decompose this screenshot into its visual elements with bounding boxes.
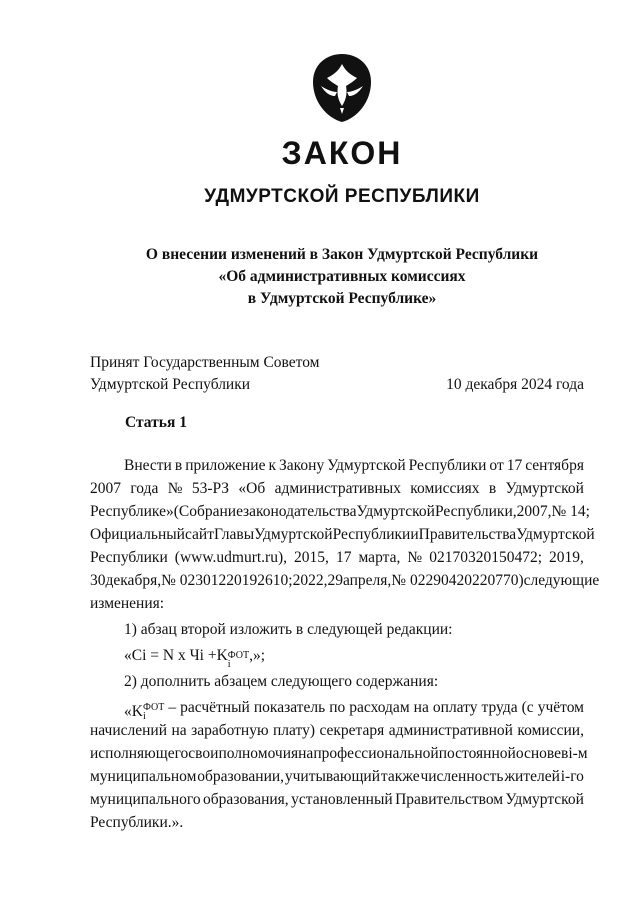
text-line: [90, 546, 584, 569]
text-line: [90, 592, 584, 615]
word: (www.udmurt.ru),: [174, 549, 288, 566]
definition-term: «$K^{ФОТ}$ i: [124, 702, 165, 722]
text-line: [90, 788, 584, 811]
word: сентября: [525, 457, 584, 474]
item-2: 2) дополнить абзацем следующего содержания:: [124, 673, 439, 690]
word: секретаря: [319, 722, 385, 739]
text-line: [90, 742, 588, 765]
word: законодательства: [242, 503, 357, 520]
word: также: [380, 768, 420, 785]
word: от: [489, 457, 504, 474]
word: апреля,: [342, 572, 392, 589]
word: Правительством: [395, 791, 504, 808]
text-line: [90, 477, 584, 500]
word: постоянной: [438, 745, 516, 762]
word: образования,: [203, 791, 289, 808]
word: марта,: [358, 549, 401, 566]
word: Удмуртской: [356, 503, 435, 520]
word: в: [488, 480, 497, 497]
word: –: [168, 699, 177, 716]
adopted-by-republic: Удмуртской Республики: [90, 376, 251, 393]
paragraph-2-first-line: [90, 696, 584, 722]
word: показатель: [253, 699, 326, 716]
article-title: Статья 1: [125, 414, 187, 431]
formula-sup: ФОТ: [227, 650, 250, 661]
law-name-line: «Об административных комиссиях: [218, 268, 466, 285]
word: Правительства: [418, 526, 517, 543]
word: изменения:: [90, 595, 165, 612]
text-line: [90, 569, 600, 592]
law-name-line: О внесении изменений в Закон Удмуртской Республики: [145, 246, 539, 263]
word: профессиональной: [313, 745, 439, 762]
word: в: [560, 745, 569, 762]
word: Внести: [124, 457, 172, 474]
word: заработную: [191, 722, 269, 739]
adoption-block: [90, 352, 584, 396]
word: учитывающий: [284, 768, 381, 785]
word: на: [413, 699, 429, 716]
word: № 02301220192610;: [161, 572, 293, 589]
word: учётом: [537, 699, 584, 716]
word: Республики,: [434, 503, 517, 520]
word: установленный: [291, 791, 393, 808]
word: Республики: [90, 549, 168, 566]
word: 2007: [90, 480, 121, 497]
text-line: [90, 454, 584, 477]
adoption-date: 10 декабря 2024 года: [446, 376, 584, 393]
word: Закону: [279, 457, 325, 474]
word: на: [298, 745, 314, 762]
word: начислений: [90, 722, 168, 739]
word: № 14;: [551, 503, 590, 520]
word: жителей: [504, 768, 560, 785]
text-line: [90, 765, 584, 788]
text-line: [90, 811, 584, 834]
word: труда: [481, 699, 518, 716]
word: расчётный: [180, 699, 250, 716]
word: 29: [327, 572, 343, 589]
text-line: [90, 500, 590, 523]
word: 2015,: [294, 549, 329, 566]
word: Удмуртской: [505, 791, 584, 808]
word: муниципальном: [90, 768, 197, 785]
document-subtitle: УДМУРТСКОЙ РЕСПУБЛИКИ: [204, 186, 480, 207]
word: в: [174, 457, 183, 474]
word: № 02290420220770): [391, 572, 524, 589]
word: 17: [335, 549, 352, 566]
udmurtia-coat-of-arms-icon: [307, 52, 377, 124]
law-name: [22, 244, 640, 310]
word: муниципального: [90, 791, 201, 808]
item-1: 1) абзац второй изложить в следующей редакции:: [124, 621, 453, 638]
word: 30: [90, 572, 106, 589]
word: численность: [420, 768, 504, 785]
word: №: [407, 549, 423, 566]
article-body: [90, 454, 600, 834]
word: расходам: [349, 699, 410, 716]
word: приложение: [185, 457, 266, 474]
word: комиссии,: [517, 722, 584, 739]
word: 2022,: [292, 572, 328, 589]
word: Республики: [332, 526, 411, 543]
adopted-by: Принят Государственным Советом: [90, 354, 320, 371]
word: декабря,: [105, 572, 162, 589]
word: оплату: [432, 699, 478, 716]
word: административной: [388, 722, 513, 739]
word: сайт: [184, 526, 214, 543]
formula-close: ,»;: [249, 647, 266, 664]
word: 17: [506, 457, 523, 474]
word: (Собрание: [173, 503, 243, 520]
word: Удмуртской: [254, 526, 333, 543]
word: 2019,: [549, 549, 584, 566]
word: основе: [515, 745, 561, 762]
word: Официальный: [90, 526, 185, 543]
word: i-м: [568, 745, 588, 762]
word: Удмуртской: [516, 526, 595, 543]
word: i-го: [560, 768, 584, 785]
word: Удмуртской: [505, 480, 584, 497]
word: следующие: [523, 572, 600, 589]
paragraph-1: [90, 454, 600, 615]
word: и: [410, 526, 419, 543]
formula: [90, 644, 584, 670]
word: (с: [521, 699, 534, 716]
word: образовании,: [197, 768, 285, 785]
word: исполняющего: [90, 745, 189, 762]
word: полномочия: [218, 745, 299, 762]
word: 53-РЗ: [191, 480, 230, 497]
word: 02170320150472;: [429, 549, 543, 566]
formula-open: «Ci = N x Чi +K: [124, 647, 228, 664]
paragraph-2: [90, 719, 588, 834]
law-name-line: в Удмуртской Республике»: [247, 290, 437, 307]
word: комиссиях: [410, 480, 480, 497]
word: плату): [273, 722, 315, 739]
word: Главы: [213, 526, 255, 543]
word: административных: [274, 480, 401, 497]
word: «Об: [238, 480, 266, 497]
word: года: [130, 480, 159, 497]
word: свои: [188, 745, 219, 762]
word: Удмуртской: [327, 457, 406, 474]
text-line: [90, 523, 595, 546]
word: Республики: [408, 457, 487, 474]
document-title: ЗАКОН: [281, 135, 403, 171]
word: к: [268, 457, 277, 474]
formula-sub: i: [227, 659, 231, 670]
word: на: [171, 722, 187, 739]
word: №: [167, 480, 183, 497]
word: 2007,: [516, 503, 552, 520]
word: Республики.».: [90, 814, 184, 831]
word: Республике»: [90, 503, 174, 520]
word: по: [329, 699, 346, 716]
